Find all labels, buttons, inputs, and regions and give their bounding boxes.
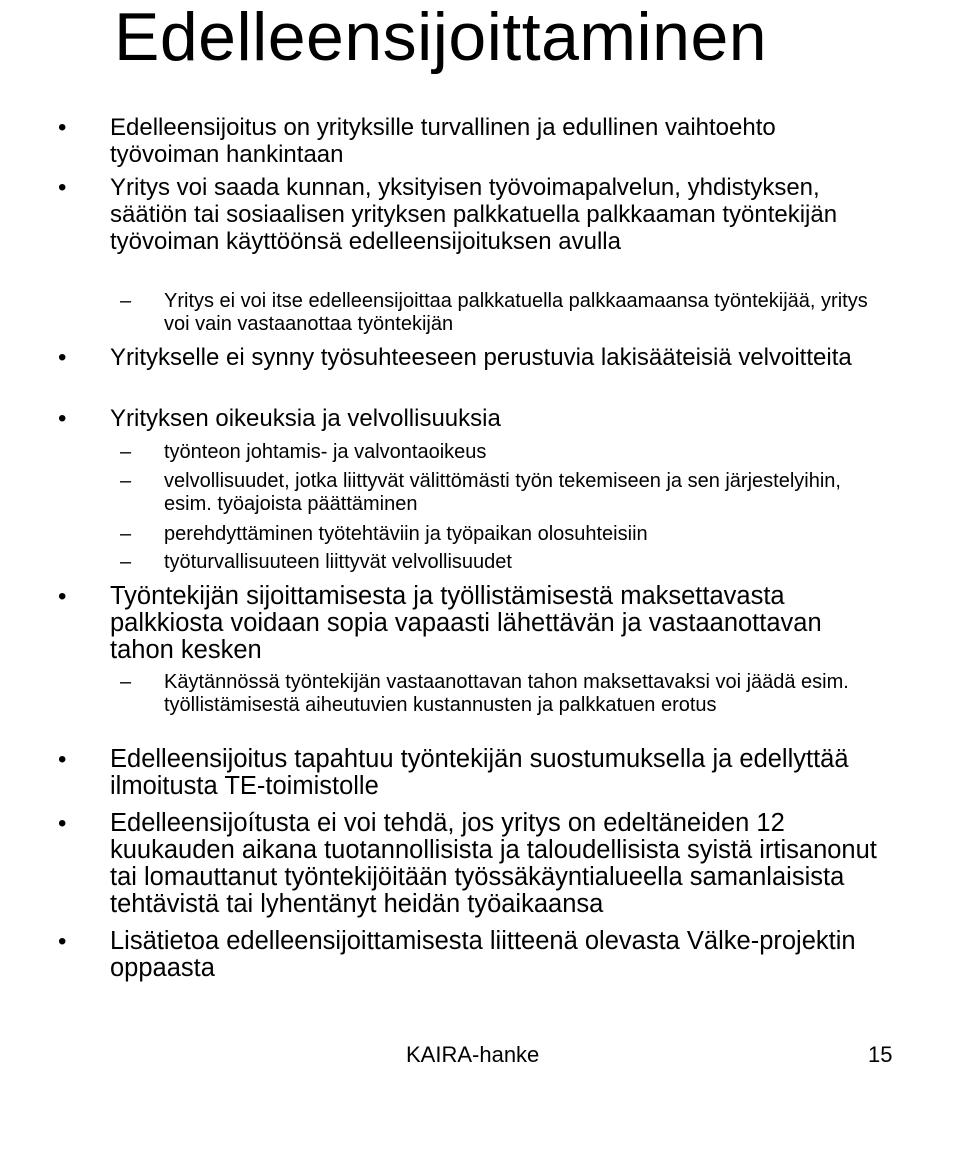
sub-bullet-item — [120, 671, 894, 717]
bullet-text: Yritys voi saada kunnan, yksityisen työvoimapalvelun, yhdistyksen, säätiön tai sosiaalisen yrityksen palkkatuella palkkaaman työntekijän työvoiman käyttöönsä edelleensijoituksen avulla — [110, 174, 838, 255]
bullet-item — [58, 809, 890, 918]
bullet-text: Edelleensijoitus on yrityksille turvallinen ja edullinen vaihtoehto työvoiman hankintaan — [110, 114, 776, 168]
dash-marker: – — [120, 470, 132, 492]
sub-bullet-text: velvollisuudet, jotka liittyvät välittömästi työn tekemiseen ja sen järjestelyihin, esim. työajoista päättäminen — [164, 470, 841, 515]
bullet-marker: • — [58, 810, 67, 837]
bullet-marker: • — [58, 114, 67, 141]
bullet-marker: • — [58, 344, 67, 371]
sub-bullet-item — [120, 470, 894, 516]
sub-bullet-item — [120, 551, 894, 574]
dash-marker: – — [120, 523, 132, 545]
bullet-marker: • — [58, 174, 67, 201]
bullet-item — [58, 344, 890, 371]
bullet-item — [58, 745, 890, 800]
bullet-text: Työntekijän sijoittamisesta ja työllistämisestä maksettavasta palkkiosta voidaan sopia vapaasti lähettävän ja vastaanottavan tahon kesken — [110, 582, 822, 664]
bullet-text: Edelleensijoítusta ei voi tehdä, jos yritys on edeltäneiden 12 kuukauden aikana tuotannollisista ja taloudellisista syistä irtisanonut tai lomauttanut työntekijöitään työssäkäyntialueella samanlaisista tehtävistä tai lyhentänyt heidän työaikaansa — [110, 809, 877, 918]
bullet-item — [58, 405, 890, 432]
sub-bullet-text: perehdyttäminen työtehtäviin ja työpaikan olosuhteisiin — [164, 523, 648, 545]
sub-bullet-item — [120, 523, 894, 546]
bullet-text: Lisätietoa edelleensijoittamisesta liitteenä olevasta Välke-projektin oppaasta — [110, 927, 856, 982]
bullet-marker: • — [58, 928, 67, 955]
bullet-item — [58, 582, 890, 664]
bullet-text: Yrityksen oikeuksia ja velvollisuuksia — [110, 405, 501, 432]
sub-bullet-text: työnteon johtamis- ja valvontaoikeus — [164, 441, 487, 463]
bullet-marker: • — [58, 583, 67, 610]
bullet-item — [58, 114, 890, 168]
bullet-text: Edelleensijoitus tapahtuu työntekijän suostumuksella ja edellyttää ilmoitusta TE-toimistolle — [110, 745, 849, 800]
bullet-text: Yritykselle ei synny työsuhteeseen perustuvia lakisääteisiä velvoitteita — [110, 344, 852, 371]
bullet-item — [58, 927, 890, 982]
dash-marker: – — [120, 671, 132, 693]
sub-bullet-text: Yritys ei voi itse edelleensijoittaa palkkatuella palkkaamaansa työntekijää, yritys voi vain vastaanottaa työntekijän — [164, 290, 868, 335]
sub-bullet-text: Käytännössä työntekijän vastaanottavan tahon maksettavaksi voi jäädä esim. työllistämisestä aiheutuvien kustannusten ja palkkatuen erotus — [164, 671, 849, 716]
page-number: 15 — [868, 1042, 893, 1067]
sub-bullet-text: työturvallisuuteen liittyvät velvollisuudet — [164, 551, 512, 573]
dash-marker: – — [120, 290, 132, 312]
dash-marker: – — [120, 551, 132, 573]
bullet-item — [58, 174, 890, 255]
bullet-marker: • — [58, 746, 67, 773]
slide-title: Edelleensijoittaminen — [114, 0, 768, 75]
sub-bullet-item — [120, 290, 894, 336]
dash-marker: – — [120, 441, 132, 463]
sub-bullet-item — [120, 441, 894, 464]
bullet-marker: • — [58, 405, 67, 432]
footer-label: KAIRA-hanke — [406, 1042, 540, 1067]
